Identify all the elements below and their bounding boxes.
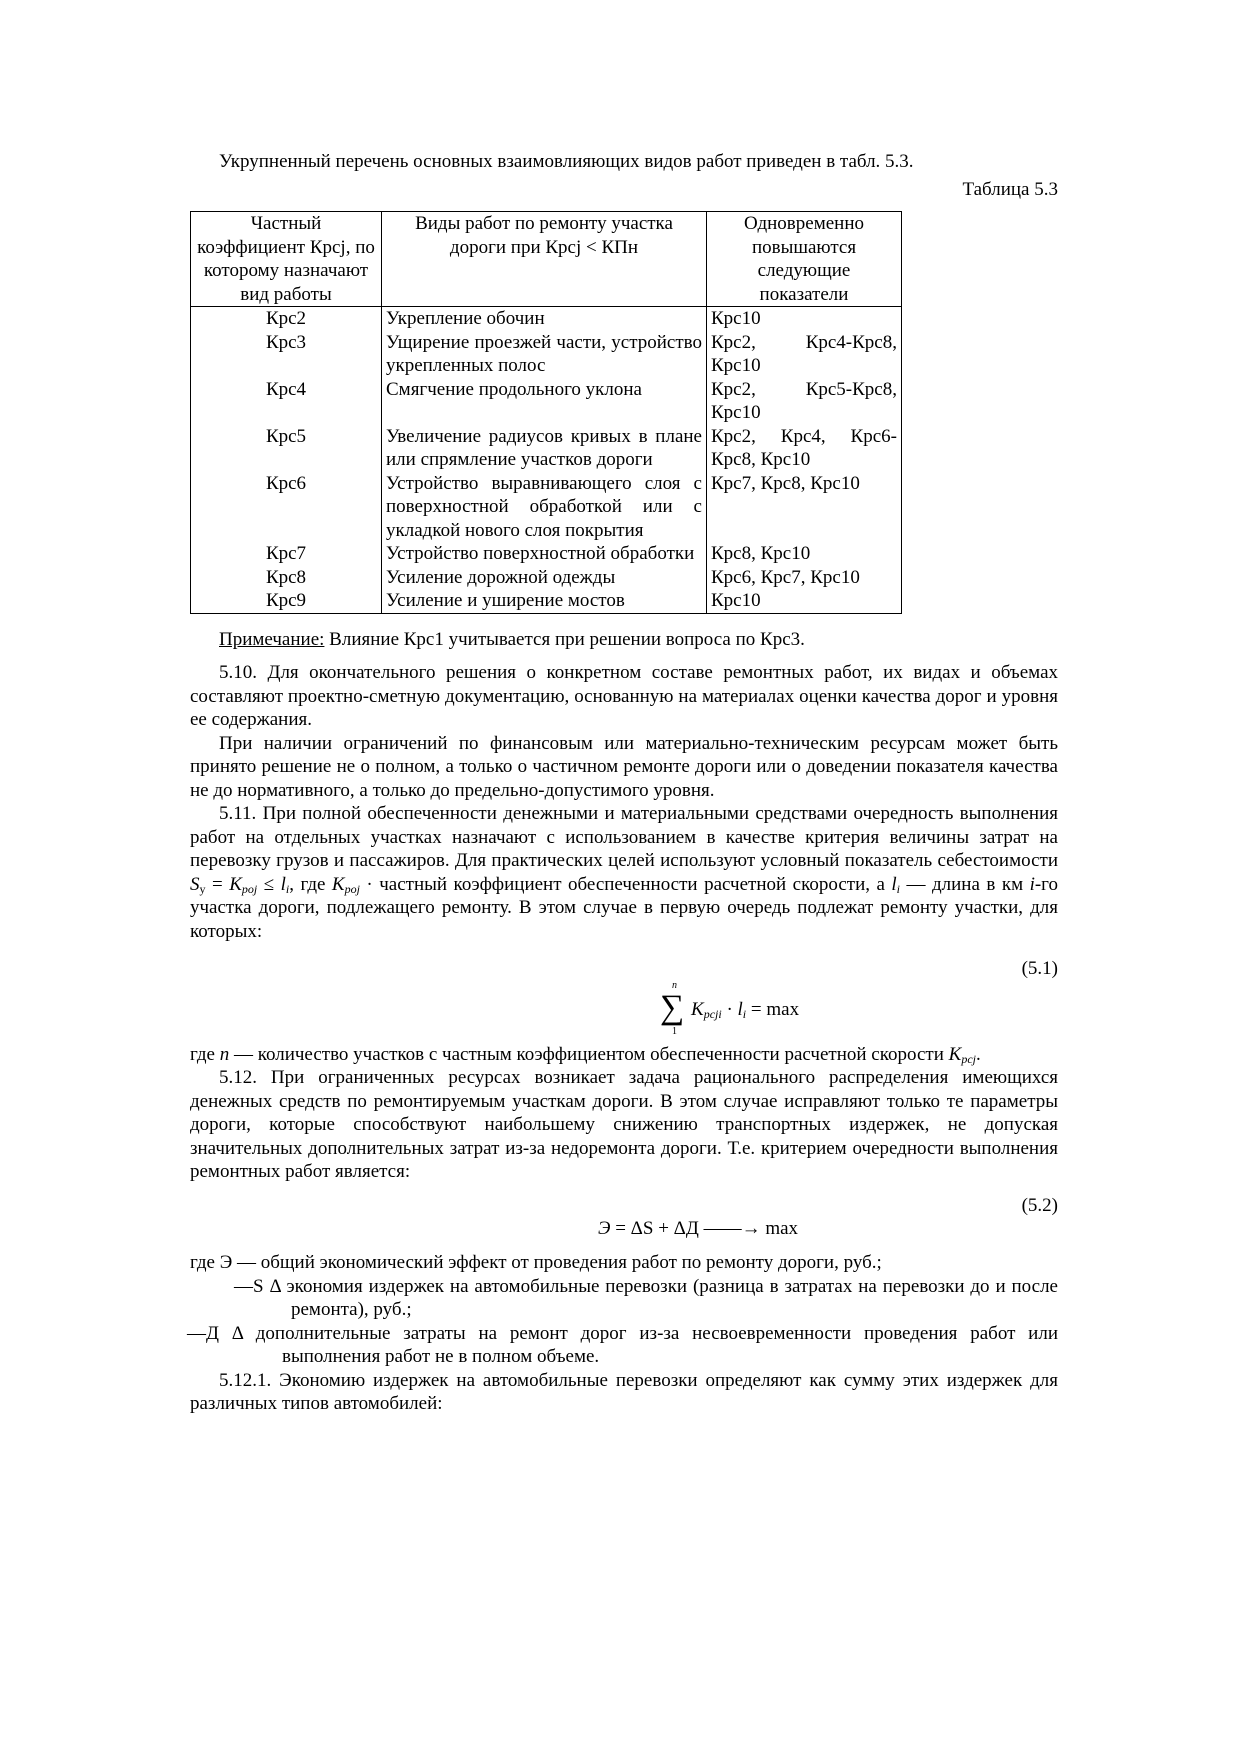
- cell-coef: Крс8: [265, 566, 307, 588]
- cell-coef: Крс4: [265, 378, 307, 400]
- cell-coef: Крс7: [265, 543, 307, 564]
- equation-number-5-1: (5.1): [1021, 958, 1058, 979]
- cell-work: Увеличение радиусов кривых в плане или спрямление участков дороги: [382, 425, 707, 472]
- where-5-2: где Э — общий экономический эффект от проведения работ по ремонту дороги, руб.;: [190, 1252, 882, 1273]
- document-page: [187, 150, 1059, 1416]
- cell-coef: Крс5: [265, 425, 307, 447]
- cell-work: Усиление и уширение мостов: [382, 589, 707, 613]
- table-row: [191, 566, 902, 590]
- cell-work: Смягчение продольного уклона: [382, 378, 707, 425]
- header-work: Виды работ по ремонту участка дороги при Крсj < КПн: [382, 212, 707, 307]
- table-caption: Таблица 5.3: [962, 178, 1058, 200]
- where-5-1: где n — количество участков с частным коэффициентом обеспеченности расчетной скорости $K_{pcj}$.: [190, 1043, 981, 1066]
- table-header-row: [191, 212, 902, 307]
- cell-work: Ущирение проезжей части, устройство укрепленных полос: [382, 331, 707, 378]
- equation-5-1: n ∑ 1 $K_{pcji} \cdot l_i = \max$: [660, 979, 800, 1037]
- header-improved: Одновременно повышаются следующие показатели: [707, 212, 902, 307]
- cell-improved: Крс2, Крс4-Крс8, Крс10: [707, 331, 902, 378]
- cell-improved: Крс7, Крс8, Крс10: [707, 472, 902, 543]
- sum-sign: ∑: [660, 988, 685, 1026]
- cell-improved: Крс10: [707, 589, 902, 613]
- intro-paragraph: Укрупненный перечень основных взаимовлияющих видов работ приведен в табл. 5.3.: [219, 151, 914, 172]
- works-table: [190, 211, 902, 614]
- cell-coef: Крс9: [265, 590, 307, 611]
- note-text: Влияние Крс1 учитывается при решении вопроса по Крс3.: [324, 628, 805, 650]
- table-row: [191, 378, 902, 425]
- paragraph-5-10: 5.10. Для окончательного решения о конкретном составе ремонтных работ, их видах и объемах составляют проектно-сметную документацию, основанную на материалах оценки качества дорог и уровня ее содержания.: [190, 662, 1058, 730]
- sum-lower-limit: 1: [672, 1025, 677, 1037]
- table-row: [191, 542, 902, 566]
- cell-work: Устройство поверхностной обработки: [382, 542, 707, 566]
- paragraph-5-10-b: При наличии ограничений по финансовым или материально-техническим ресурсам может быть принято решение не о полном, а только о частичном ремонте дороги или о доведении показателя качества не до нормативного, а только до предельно-допустимого уровня.: [190, 732, 1058, 801]
- cell-improved: Крс2, Крс5-Крс8, Крс10: [707, 378, 902, 425]
- table-row: [191, 307, 902, 331]
- cell-work: Укрепление обочин: [382, 307, 707, 331]
- table-row: [191, 589, 902, 613]
- table-row: [191, 425, 902, 472]
- cell-improved: Крс10: [707, 307, 902, 331]
- cell-improved: Крс6, Крс7, Крс10: [707, 566, 902, 590]
- paragraph-5-12-1: 5.12.1. Экономию издержек на автомобильные перевозки определяют как сумму этих издержек для различных типов автомобилей:: [190, 1369, 1058, 1414]
- header-coef: Частный коэффициент Крсj, по которому назначают вид работы: [191, 212, 382, 307]
- sum-upper-limit: n: [672, 979, 677, 991]
- cell-coef: Крс3: [265, 331, 307, 353]
- cell-improved: Крс8, Крс10: [707, 542, 902, 566]
- cell-coef: Крс2: [265, 308, 307, 329]
- table-row: [191, 331, 902, 378]
- table-row: [191, 472, 902, 543]
- cell-improved: Крс2, Крс4, Крс6-Крс8, Крс10: [707, 425, 902, 472]
- paragraph-5-12: 5.12. При ограниченных ресурсах возникает задача рационального распределения имеющихся денежных средств по ремонтируемым участкам дороги. В этом случае исправляют только те параметры дороги, которые способствуют наибольшему снижению транспортных издержек, не допуская значительных дополнительных затрат из-за недоремонта дороги. Т.е. критерием очередности выполнения ремонтных работ является:: [190, 1067, 1058, 1182]
- where-5-2-d: —Д Δ дополнительные затраты на ремонт дорог из-за несвоевременности проведения работ или выполнения работ не в полном объеме.: [187, 1322, 1058, 1367]
- cell-work: Усиление дорожной одежды: [382, 566, 707, 590]
- cell-coef: Крс6: [265, 472, 307, 494]
- where-5-2-s: —S Δ экономия издержек на автомобильные перевозки (разница в затратах на перевозки до и после ремонта), руб.;: [234, 1275, 1058, 1320]
- table-note: [190, 628, 1058, 652]
- paragraph-5-11: 5.11. При полной обеспеченности денежными и материальными средствами очередность выполнения работ на отдельных участках назначают с использованием в качестве критерия величины затрат на перевозку грузов и пассажиров. Для практических целей используют условный показатель себестоимости $S_y = K_{poj} \le l_i$, где $K_{poj}$ · частный коэффициент обеспеченности расчетной скорости, а $l_i$ — длина в км i-го участка дороги, подлежащего ремонту. В этом случае в первую очередь подлежат ремонту участки, для которых:: [190, 803, 1059, 942]
- equation-5-2: Э = ΔS + ΔД ——→ max: [598, 1218, 799, 1239]
- note-label: Примечание:: [219, 628, 325, 650]
- cell-work: Устройство выравнивающего слоя с поверхностной обработкой или с укладкой нового слоя покрытия: [382, 472, 707, 543]
- equation-number-5-2: (5.2): [1021, 1194, 1058, 1216]
